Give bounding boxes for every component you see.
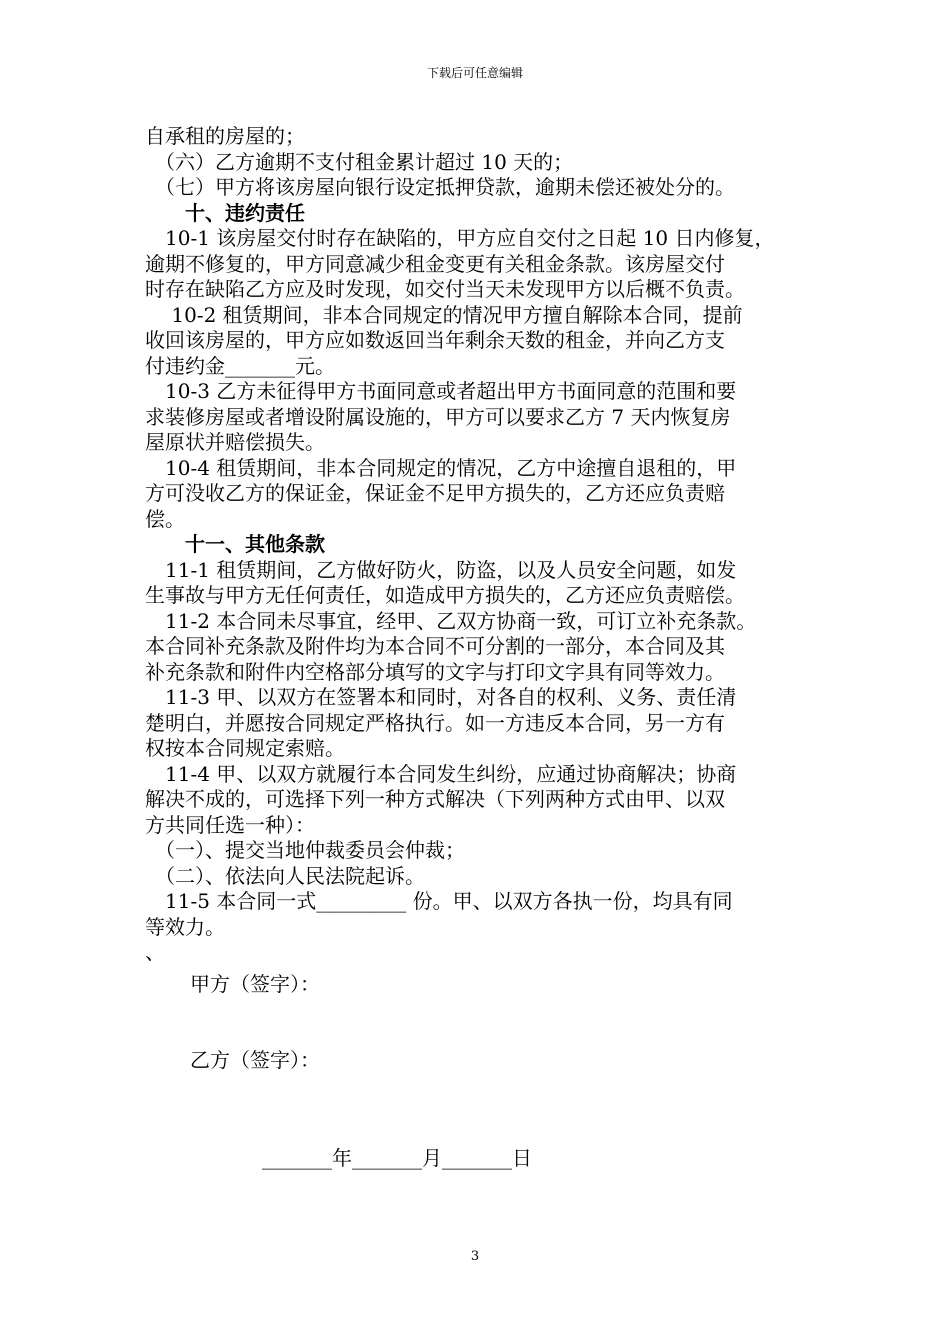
text-line: 等效力。 — [145, 914, 225, 939]
contract-body — [145, 124, 825, 966]
text-line: 10-3 乙方未征得甲方书面同意或者超出甲方书面同意的范围和要 — [145, 379, 737, 403]
text-line: 10-4 租赁期间，非本合同规定的情况，乙方中途擅自退租的，甲 — [145, 455, 737, 480]
text-line: 逾期不修复的，甲方同意减少租金变更有关租金条款。该房屋交付 — [145, 251, 725, 276]
section-heading-other-terms: 十一、其他条款 — [145, 532, 325, 556]
text-line: 收回该房屋的，甲方应如数返回当年剩余天数的租金，并向乙方支 — [145, 328, 725, 352]
text-line: 解决不成的，可选择下列一种方式解决（下列两种方式由甲、以双 — [145, 787, 725, 811]
section-heading-breach: 十、违约责任 — [145, 200, 305, 225]
page-header-note: 下载后可任意编辑 — [426, 66, 523, 80]
text-line: 11-2 本合同未尽事宜，经甲、乙双方协商一致，可订立补充条款。 — [145, 608, 757, 633]
text-line: 自承租的房屋的； — [145, 124, 305, 148]
text-line: 付违约金_______元。 — [145, 353, 335, 378]
text-line: （二）、依法向人民法院起诉。 — [145, 863, 425, 888]
text-line: 11-3 甲、以双方在签署本和同时，对各自的权利、义务、责任清 — [145, 685, 737, 709]
text-line: 屋原状并赔偿损失。 — [145, 430, 325, 454]
text-line: 时存在缺陷乙方应及时发现，如交付当天未发现甲方以后概不负责。 — [145, 277, 745, 301]
text-line: 求装修房屋或者增设附属设施的，甲方可以要求乙方 7 天内恢复房 — [145, 404, 731, 429]
text-line: 补充条款和附件内空格部分填写的文字与打印文字具有同等效力。 — [145, 659, 725, 684]
text-line: 10-2 租赁期间，非本合同规定的情况甲方擅自解除本合同，提前 — [145, 302, 743, 327]
text-line: 、 — [145, 940, 165, 964]
text-line: 生事故与甲方无任何责任，如造成甲方损失的，乙方还应负责赔偿。 — [145, 583, 745, 607]
text-line: 方共同任选一种）： — [145, 812, 315, 837]
signature-date-line: _______年_______月_______日 — [262, 1146, 532, 1170]
text-line: （七）甲方将该房屋向银行设定抵押贷款，逾期未偿还被处分的。 — [145, 175, 735, 199]
text-line: 10-1 该房屋交付时存在缺陷的，甲方应自交付之日起 10 日内修复， — [145, 226, 775, 250]
text-line: （六）乙方逾期不支付租金累计超过 10 天的； — [145, 149, 574, 174]
page-number: 3 — [470, 1249, 480, 1264]
text-line: 楚明白，并愿按合同规定严格执行。如一方违反本合同，另一方有 — [145, 710, 725, 735]
text-line: 偿。 — [145, 506, 185, 531]
text-line: 11-1 租赁期间，乙方做好防火，防盗，以及人员安全问题，如发 — [145, 557, 737, 582]
text-line: 本合同补充条款及附件均为本合同不可分割的一部分，本合同及其 — [145, 634, 725, 658]
text-line: 11-5 本合同一式_________ 份。甲、以双方各执一份，均具有同 — [145, 889, 733, 913]
text-line: 11-4 甲、以双方就履行本合同发生纠纷，应通过协商解决；协商 — [145, 761, 737, 786]
party-b-signature-label: 乙方（签字）： — [190, 1048, 320, 1072]
party-a-signature-label: 甲方（签字）： — [190, 972, 320, 996]
text-line: 方可没收乙方的保证金，保证金不足甲方损失的，乙方还应负责赔 — [145, 481, 725, 505]
text-line: 权按本合同规定索赔。 — [145, 736, 345, 760]
text-line: （一）、提交当地仲裁委员会仲裁； — [145, 838, 465, 862]
